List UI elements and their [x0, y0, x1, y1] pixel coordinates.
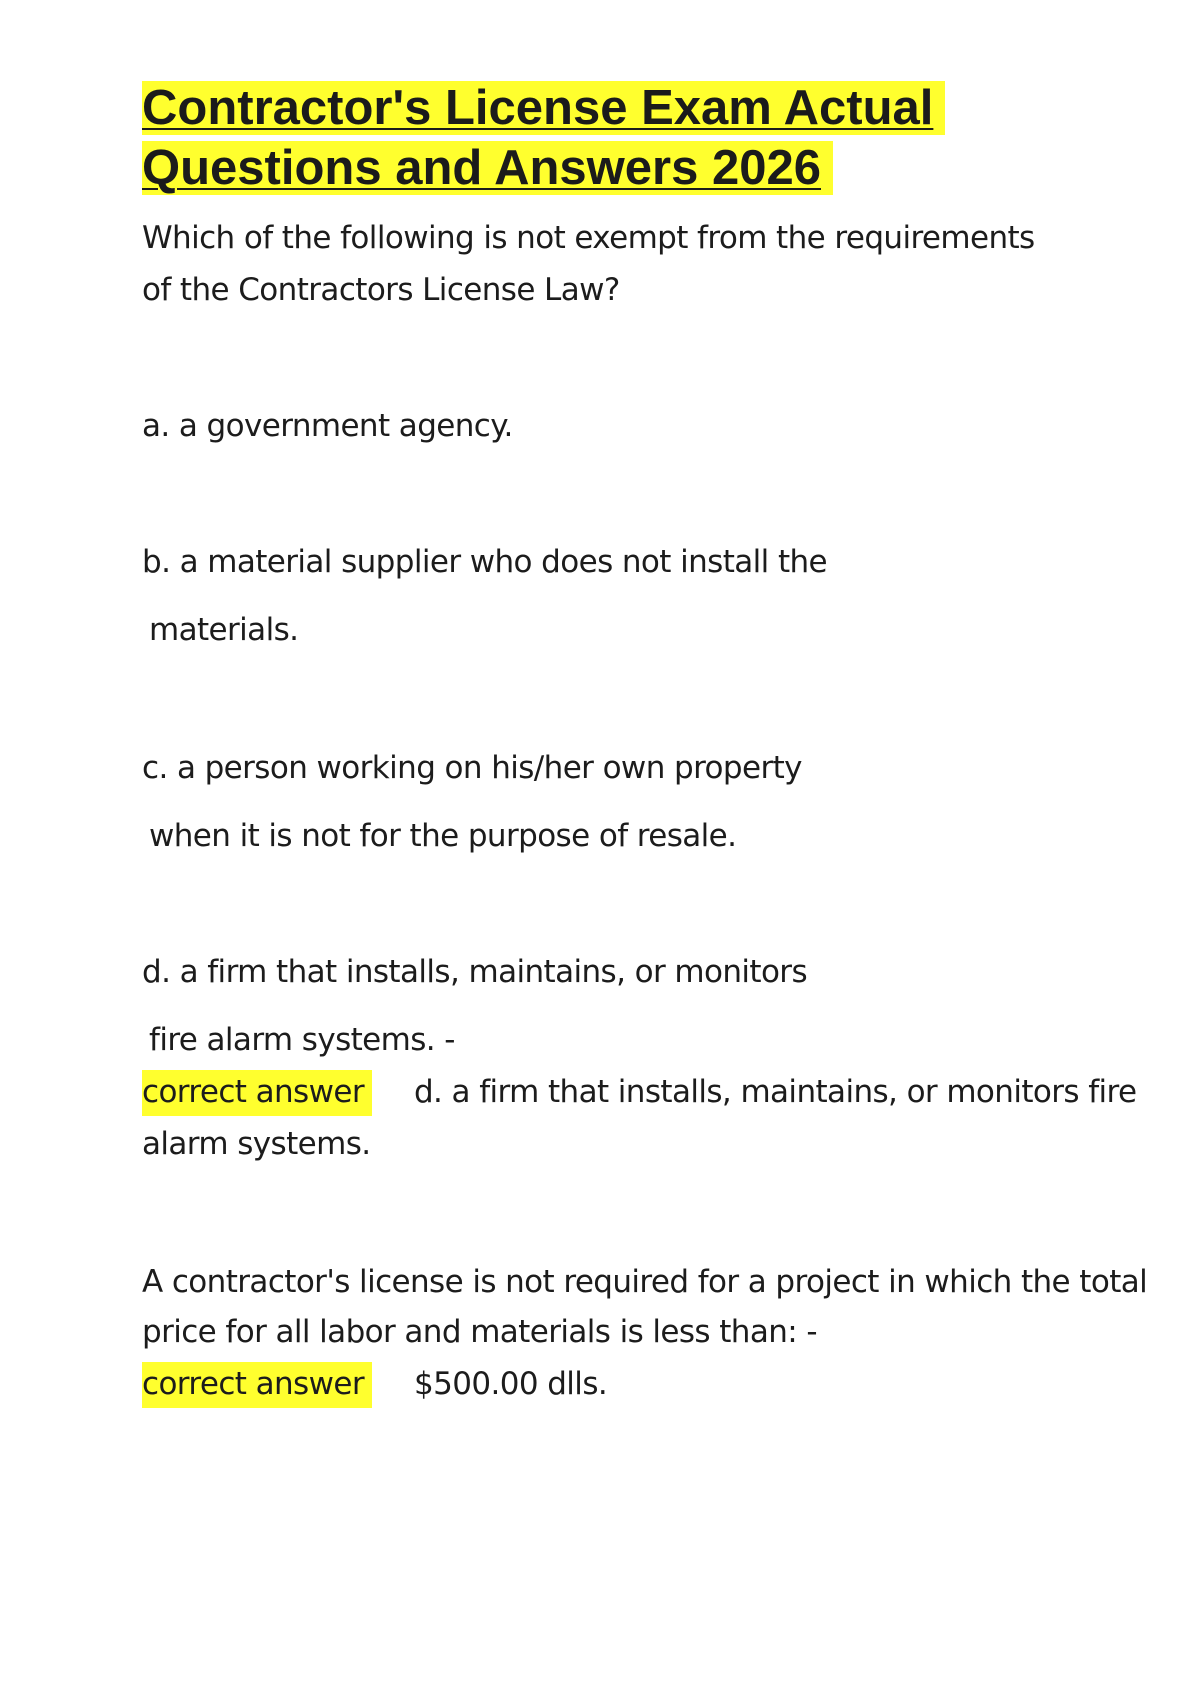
q2-answer-text: $500.00 dlls. — [413, 1366, 608, 1402]
q1-option-d-line-1: d. a firm that installs, maintains, or monitors — [142, 954, 808, 990]
q1-option-c-line-1: c. a person working on his/her own property — [142, 750, 802, 786]
q1-answer-row — [142, 1066, 1137, 1118]
q1-option-d-line-2: fire alarm systems. - — [149, 1022, 455, 1058]
q1-option-c-line-2: when it is not for the purpose of resale. — [149, 818, 737, 854]
q1-option-b-line-1: b. a material supplier who does not install the — [142, 544, 828, 580]
title-line-1: Contractor's License Exam Actual — [142, 81, 945, 135]
title-line-2: Questions and Answers 2026 — [142, 141, 833, 195]
correct-answer-badge: correct answer — [142, 1362, 372, 1408]
question-2-line-1: A contractor's license is not required for a project in which the total — [142, 1264, 1148, 1300]
question-2-line-2: price for all labor and materials is less than: - — [142, 1314, 817, 1350]
q1-answer-line-2: alarm systems. — [142, 1126, 371, 1162]
q2-answer-row — [142, 1358, 607, 1410]
question-1-text: Which of the following is not exempt from the requirements of the Contractors License Law? — [142, 220, 1035, 308]
document-title — [142, 78, 1062, 198]
q1-option-a: a. a government agency. — [142, 408, 513, 444]
correct-answer-badge: correct answer — [142, 1070, 372, 1116]
q1-answer-text: d. a firm that installs, maintains, or monitors fire — [413, 1074, 1137, 1110]
q1-option-b-line-2: materials. — [149, 612, 299, 648]
